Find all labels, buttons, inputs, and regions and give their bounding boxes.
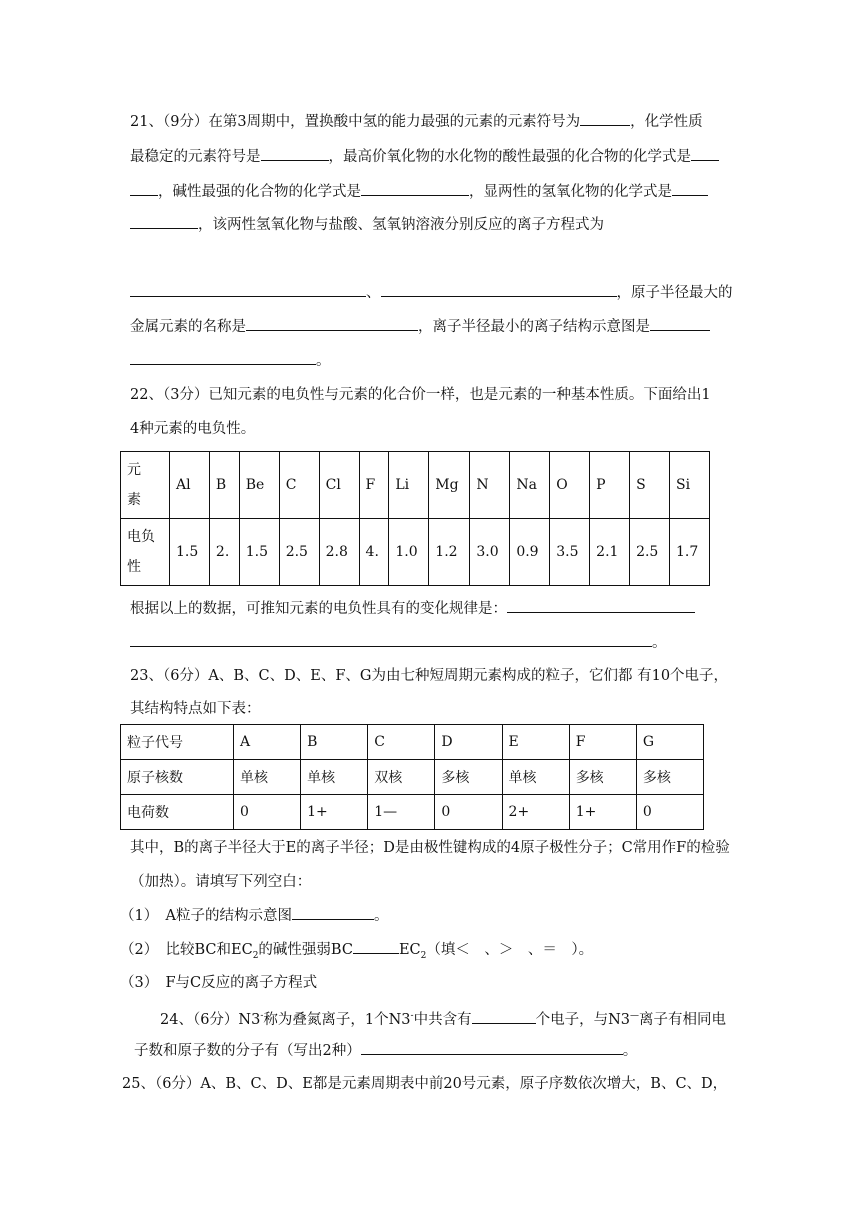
table-cell: 多核 [636,760,703,795]
table-header-cell: 元 素 [121,452,170,519]
table-cell: Na [510,452,550,519]
q24-text: 24、（6分）N3 [160,1011,261,1028]
q22-line-1 [130,385,711,405]
answer-blank[interactable] [130,282,366,297]
q22-text: 根据以上的数据，可推知元素的电负性具有的变化规律是： [130,601,507,617]
table-cell: 0.9 [510,519,550,586]
superscript: — [630,1011,639,1021]
q23-note-1 [130,838,730,858]
table-cell: A [233,725,300,760]
q24-text: 子数和原子数的分子有（写出2种） [134,1043,361,1059]
table-cell: 1.7 [670,519,710,586]
q23-text: 的碱性强弱BC [258,942,353,958]
table-cell: B [209,452,239,519]
answer-blank[interactable] [261,146,329,161]
q23-text: （3） F与C反应的离子方程式 [120,975,318,991]
superscript: - [260,1011,264,1021]
q25-text: 25、（6分）A、B、C、D、E都是元素周期表中前20号元素，原子序数依次增大，B、C、D， [122,1076,728,1092]
subscript: 2 [420,950,427,961]
q25-line-1 [122,1074,727,1094]
q22-text: 22、（3分）已知元素的电负性与元素的化合价一样，也是元素的一种基本性质。下面给出1 [130,387,711,403]
q23-sub-3 [120,973,317,993]
table-cell: E [502,725,569,760]
q24-text: 离子有相同电 [639,1011,726,1028]
q23-sub-1 [120,905,388,926]
q22-line-2 [130,419,255,439]
q22-text: 4种元素的电负性。 [130,421,256,437]
q24-text: 。 [622,1043,638,1059]
table-row [121,725,704,760]
q23-line-1 [130,666,728,686]
table-cell: 0 [435,795,502,830]
table-cell: 粒子代号 [121,725,234,760]
table-cell: 2.8 [319,519,359,586]
answer-blank[interactable] [507,598,695,613]
table-cell: Li [389,452,429,519]
q24-text: 个电子，与N3 [535,1011,630,1028]
q24-text: 中共含有 [413,1011,472,1028]
q21-text: ，碱性最强的化合物的化学式是 [158,184,361,200]
q22-end-line [130,632,667,653]
table-cell: P [590,452,630,519]
table-row [121,795,704,830]
table-cell: N [470,452,510,519]
q24-line-2 [134,1040,637,1061]
electronegativity-table [120,451,710,586]
table-cell: 1+ [569,795,636,830]
table-cell: 2.5 [630,519,670,586]
q21-text: 21、（9分）在第3周期中，置换酸中氢的能力最强的元素的元素符号为 [130,114,581,130]
table-cell: 2.5 [279,519,319,586]
q23-text: （加热）。请填写下列空白： [130,874,312,890]
table-cell: O [550,452,590,519]
answer-blank[interactable] [472,1009,536,1024]
q21-text: 、 [366,285,381,301]
answer-blank[interactable] [361,181,469,196]
table-cell: Be [239,452,279,519]
table-cell: 双核 [368,760,435,795]
table-row [121,760,704,795]
q21-text: ，显两性的氢氧化物的化学式是 [469,184,672,200]
answer-blank[interactable] [672,181,708,196]
table-cell: 电荷数 [121,795,234,830]
q21-text: 最稳定的元素符号是 [130,149,261,165]
q21-line-3 [130,181,708,202]
q23-note-2 [130,872,311,892]
q21-line-2 [130,146,719,167]
q23-text: （2） 比较BC和EC [120,942,253,958]
q23-text: （1） A粒子的结构示意图 [120,908,292,924]
table-row [121,519,710,586]
table-cell: C [279,452,319,519]
q23-sub-2 [120,939,593,966]
table-cell: 单核 [233,760,300,795]
q21-text: ，该两性氢氧化物与盐酸、氢氧钠溶液分别反应的离子方程式为 [198,217,604,233]
q21-line-1 [130,111,703,132]
table-cell: 1— [368,795,435,830]
table-cell: 原子核数 [121,760,234,795]
table-cell: F [359,452,389,519]
q21-text: ，离子半径最小的离子结构示意图是 [418,319,650,335]
table-cell: C [368,725,435,760]
table-cell: Si [670,452,710,519]
table-cell: G [636,725,703,760]
q21-text: 。 [316,353,331,369]
answer-blank[interactable] [650,316,710,331]
q23-text: EC [398,942,421,958]
table-cell: 0 [233,795,300,830]
table-cell: 多核 [569,760,636,795]
table-cell: Mg [429,452,470,519]
q21-text: ，原子半径最大的 [616,285,733,301]
q23-text: （填＜ 、＞ 、＝ ）。 [426,942,594,958]
particle-table [120,724,704,830]
answer-blank[interactable] [130,350,316,365]
table-cell: 0 [636,795,703,830]
table-cell: 1.2 [429,519,470,586]
table-cell: 2+ [502,795,569,830]
q21-line-5 [130,282,733,303]
subscript: 2 [252,950,259,961]
table-row [121,452,710,519]
q24-text: 称为叠氮离子，1个N3 [263,1011,411,1028]
q24-line-1 [160,1006,726,1030]
answer-blank[interactable] [691,146,719,161]
answer-blank[interactable] [292,905,374,920]
q21-line-4 [130,214,604,235]
q23-text: 23、（6分）A、B、C、D、E、F、G为由七种短周期元素构成的粒子，它们都 有10个电子， [130,668,729,684]
table-header-cell: 电负 性 [121,519,170,586]
table-cell: 3.0 [470,519,510,586]
q21-text: 金属元素的名称是 [130,319,246,335]
q23-text: 。 [373,908,389,924]
answer-blank[interactable] [130,632,652,647]
table-cell: 1.5 [170,519,210,586]
q21-text: ，化学性质 [630,114,703,130]
answer-blank[interactable] [130,214,198,229]
table-cell: 2.1 [590,519,630,586]
answer-blank[interactable] [246,316,418,331]
answer-blank[interactable] [353,939,399,954]
table-cell: 多核 [435,760,502,795]
table-cell: Cl [319,452,359,519]
q23-text: 其中，B的离子半径大于E的离子半径；D是由极性键构成的4原子极性分子；C常用作F的检验 [130,840,730,856]
table-cell: F [569,725,636,760]
table-cell: S [630,452,670,519]
table-cell: 2. [209,519,239,586]
table-cell: 单核 [502,760,569,795]
answer-blank[interactable] [381,282,617,297]
table-cell: 1.0 [389,519,429,586]
table-cell: 3.5 [550,519,590,586]
table-cell: 单核 [301,760,368,795]
table-cell: 1+ [301,795,368,830]
table-cell: 4. [359,519,389,586]
q22-after-line [130,598,695,619]
q22-text: 。 [652,635,667,651]
q21-line-7 [130,350,331,371]
q21-text: ，最高价氧化物的水化物的酸性最强的化合物的化学式是 [328,149,691,165]
q23-line-2 [130,699,261,719]
table-cell: Al [170,452,210,519]
table-cell: B [301,725,368,760]
q21-line-6 [130,316,710,337]
superscript: - [410,1011,414,1021]
q23-text: 其结构特点如下表： [130,701,261,717]
answer-blank[interactable] [580,111,630,126]
answer-blank[interactable] [361,1040,623,1055]
table-cell: D [435,725,502,760]
table-cell: 1.5 [239,519,279,586]
answer-blank[interactable] [130,181,158,196]
